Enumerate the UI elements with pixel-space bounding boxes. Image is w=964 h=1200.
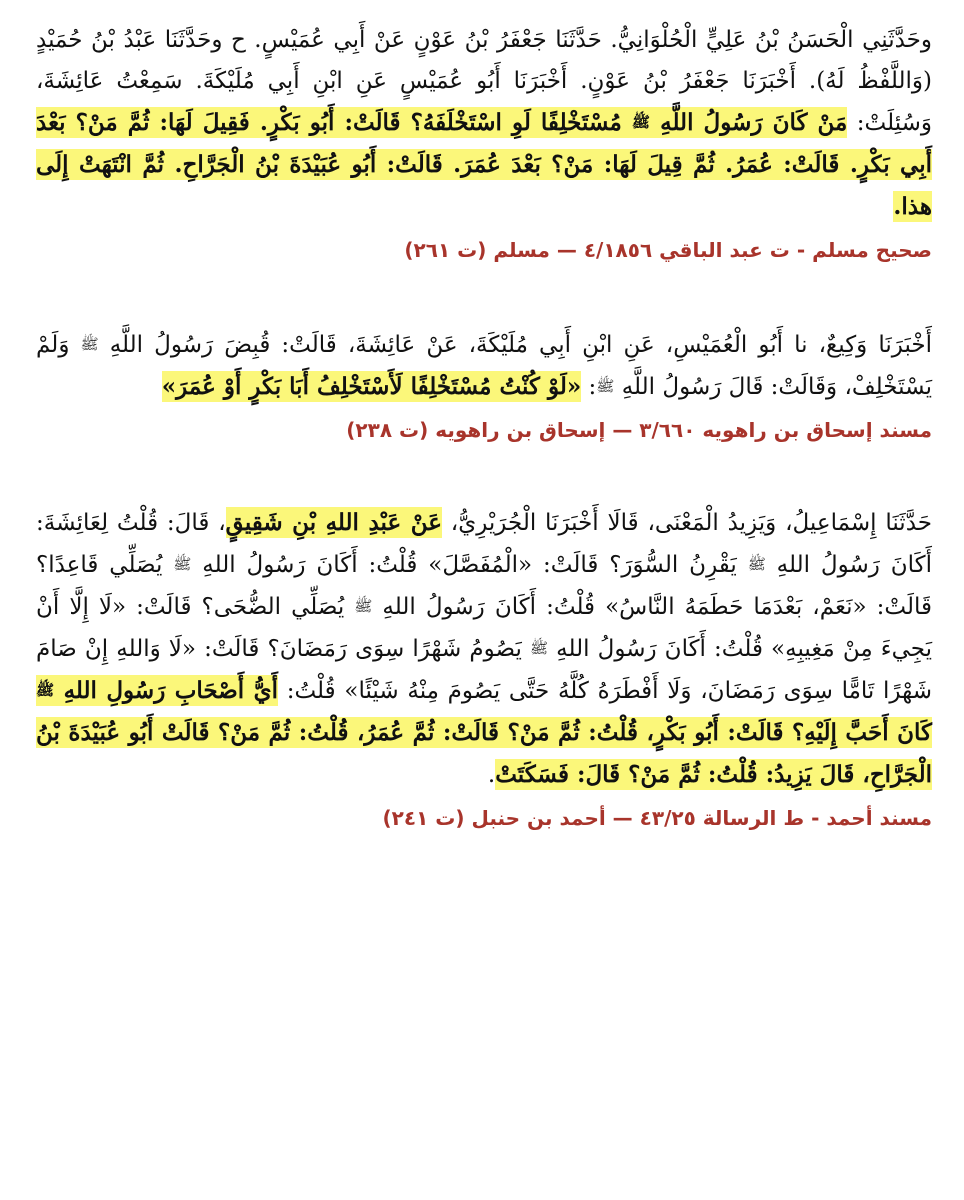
- pbuh-honorific: ﷺ: [529, 639, 549, 657]
- hadith-text: حَدَّثَنَا إِسْمَاعِيلُ، وَيَزِيدُ الْمَعْنَى، قَالَا أَخْبَرَنَا الْجُرَيْرِيُّ، عَنْ عَبْدِ اللهِ بْنِ شَقِيقٍ، قَالَ: قُلْتُ لِعَائِشَةَ: أَكَانَ رَسُولُ اللهِ ﷺ يَقْرِنُ السُّوَرَ؟ قَالَتْ: «الْمُفَصَّلَ» قُلْتُ: أَكَانَ رَسُولُ اللهِ ﷺ يُصَلِّي قَاعِدًا؟ قَالَتْ: «نَعَمْ، بَعْدَمَا حَطَمَهُ النَّاسُ» قُلْتُ: أَكَانَ رَسُولُ اللهِ ﷺ يُصَلِّي الضُّحَى؟ قَالَتْ: «لَا إِلَّا أَنْ يَجِيءَ مِنْ مَغِيبِهِ» قُلْتُ: أَكَانَ رَسُولُ اللهِ ﷺ يَصُومُ شَهْرًا سِوَى رَمَضَانَ؟ قَالَتْ: «لَا وَاللهِ إِنْ صَامَ شَهْرًا تَامًّا سِوَى رَمَضَانَ، وَلَا أَفْطَرَهُ كُلَّهُ حَتَّى يَصُومَ مِنْهُ شَيْئًا» قُلْتُ: أَيُّ أَصْحَابِ رَسُولِ اللهِ ﷺ كَانَ أَحَبَّ إِلَيْهِ؟ قَالَتْ: أَبُو بَكْرٍ، قُلْتُ: ثُمَّ مَنْ؟ قَالَتْ: ثُمَّ عُمَرُ، قُلْتُ: ثُمَّ مَنْ؟ قَالَتْ أَبُو عُبَيْدَةَ بْنُ الْجَرَّاحِ، قَالَ يَزِيدُ: قُلْتُ: ثُمَّ مَنْ؟ قَالَ: فَسَكَتَتْ.: [36, 509, 932, 788]
- hadith-ahmad: [36, 502, 932, 834]
- source-citation: مسند أحمد - ط الرسالة ٤٣/٢٥ — أحمد بن حنبل (ت ٢٤١): [382, 806, 932, 830]
- pbuh-honorific: ﷺ: [173, 555, 192, 573]
- hadith-text: أَخْبَرَنَا وَكِيعٌ، نا أَبُو الْعُمَيْسِ، عَنِ ابْنِ أَبِي مُلَيْكَةَ، عَنْ عَائِشَةَ، قَالَتْ: قُبِضَ رَسُولُ اللَّهِ ﷺ وَلَمْ يَسْتَخْلِفْ، وَقَالَتْ: قَالَ رَسُولُ اللَّهِ ﷺ: «لَوْ كُنْتُ مُسْتَخْلِفًا لَأَسْتَخْلِفُ أَبَا بَكْرٍ أَوْ عُمَرَ»: [36, 332, 932, 400]
- highlighted-text: عَنْ عَبْدِ اللهِ بْنِ شَقِيقٍ: [225, 509, 442, 536]
- highlighted-text: أَيُّ أَصْحَابِ رَسُولِ اللهِ ﷺ كَانَ أَحَبَّ إِلَيْهِ؟ قَالَتْ: أَبُو بَكْرٍ، قُلْتُ: ثُمَّ مَنْ؟ قَالَتْ: ثُمَّ عُمَرُ، قُلْتُ: ثُمَّ مَنْ؟ قَالَتْ أَبُو عُبَيْدَةَ بْنُ الْجَرَّاحِ، قَالَ يَزِيدُ: قُلْتُ: ثُمَّ مَنْ؟ قَالَ: فَسَكَتَتْ: [36, 677, 932, 788]
- narration-chain: وحَدَّثَنِي الْحَسَنُ بْنُ عَلِيٍّ الْحُلْوَانِيُّ. حَدَّثَنَا جَعْفَرُ بْنُ عَوْنٍ عَنْ أَبِي عُمَيْسٍ. ح وحَدَّثَنَا عَبْدُ بْنُ حُمَيْدٍ (وَاللَّفْظُ لَهُ). أَخْبَرَنَا جَعْفَرُ بْنُ عَوْنٍ. أَخْبَرَنَا أَبُو عُمَيْسٍ عَنِ ابْنِ أَبِي مُلَيْكَةَ. سَمِعْتُ عَائِشَةَ، وَسُئِلَتْ:: [36, 27, 933, 136]
- hadith-text: [36, 20, 932, 228]
- source-citation: مسند إسحاق بن راهويه ٣/٦٦٠ — إسحاق بن راهويه (ت ٢٣٨): [346, 418, 932, 442]
- pbuh-honorific: ﷺ: [631, 113, 651, 131]
- hadith-muslim: [36, 20, 932, 266]
- pbuh-honorific: ﷺ: [354, 597, 373, 615]
- pbuh-honorific: ﷺ: [596, 377, 615, 395]
- pbuh-honorific: ﷺ: [36, 681, 55, 699]
- hadith-ishaq: [36, 324, 932, 446]
- source-citation: صحيح مسلم - ت عبد الباقي ٤/١٨٥٦ — مسلم (ت ٢٦١): [404, 238, 932, 262]
- pbuh-honorific: ﷺ: [747, 555, 766, 573]
- pbuh-honorific: ﷺ: [80, 335, 99, 353]
- highlighted-text: مَنْ كَانَ رَسُولُ اللَّهِ ﷺ مُسْتَخْلِفًا لَوِ اسْتَخْلَفَهُ؟ قَالَتْ: أَبُو بَكْرٍ. فَقِيلَ لَهَا: ثُمَّ مَنْ؟ بَعْدَ أَبِي بَكْرٍ. قَالَتْ: عُمَرُ. ثُمَّ قِيلَ لَهَا: مَنْ؟ بَعْدَ عُمَرَ. قَالَتْ: أَبُو عُبَيْدَةَ بْنُ الْجَرَّاحِ. ثُمَّ انْتَهَتْ إِلَى هذا.: [36, 109, 933, 220]
- highlighted-text: «لَوْ كُنْتُ مُسْتَخْلِفًا لَأَسْتَخْلِفُ أَبَا بَكْرٍ أَوْ عُمَرَ»: [161, 373, 582, 400]
